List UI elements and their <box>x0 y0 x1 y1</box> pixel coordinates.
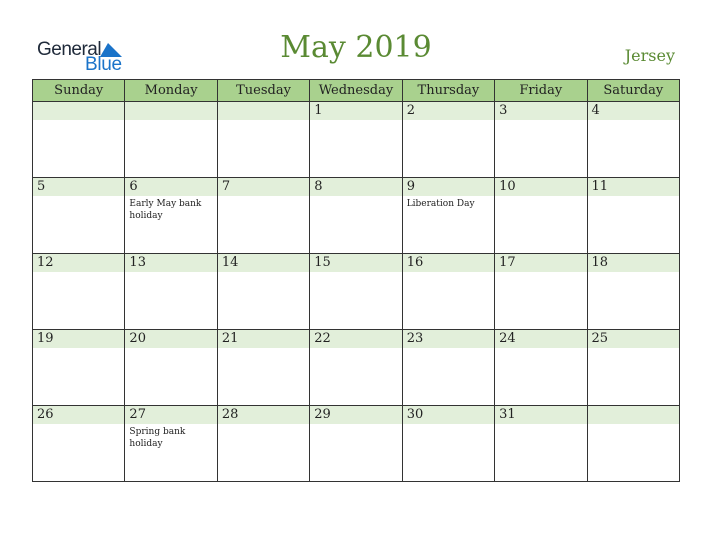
holiday-label <box>218 272 309 274</box>
holiday-label <box>588 348 679 350</box>
day-number: 2 <box>406 103 415 118</box>
day-cell <box>125 406 217 482</box>
holiday-label <box>310 272 401 274</box>
holiday-label <box>495 424 586 426</box>
holiday-label <box>125 120 216 122</box>
day-header-bar <box>403 406 494 424</box>
holiday-label <box>218 348 309 350</box>
holiday-label <box>33 120 124 122</box>
holiday-label <box>310 348 401 350</box>
day-number: 27 <box>129 407 146 422</box>
day-number: 16 <box>406 255 424 270</box>
day-number: 11 <box>591 179 609 194</box>
day-number: 17 <box>499 255 516 270</box>
holiday-label <box>495 120 586 122</box>
weekday-header-row <box>33 80 680 102</box>
day-header-bar <box>33 254 124 272</box>
day-cell <box>495 406 587 482</box>
day-number: 28 <box>221 407 239 422</box>
day-number: 18 <box>591 255 609 270</box>
day-number: 29 <box>314 407 331 422</box>
holiday-label: Early May bank holiday <box>129 199 202 221</box>
calendar-grid <box>32 79 680 482</box>
day-number: 7 <box>221 179 231 194</box>
holiday-label <box>310 424 401 426</box>
day-header-bar <box>310 178 401 196</box>
day-number: 31 <box>499 407 516 422</box>
day-cell <box>402 178 494 254</box>
day-number: 14 <box>221 255 239 270</box>
day-header-bar <box>588 330 679 348</box>
logo-general-text: General <box>37 39 102 60</box>
day-number: 24 <box>499 331 516 346</box>
day-cell <box>125 330 217 406</box>
day-cell <box>33 406 125 482</box>
day-header-bar <box>33 102 124 120</box>
day-header-bar <box>125 102 216 120</box>
day-header-bar <box>125 178 216 196</box>
holiday-label <box>33 196 124 198</box>
day-header-bar <box>403 102 494 120</box>
day-cell <box>587 178 679 254</box>
day-number: 1 <box>314 103 323 118</box>
holiday-label <box>495 348 586 350</box>
weekday-header: Monday <box>125 80 217 102</box>
holiday-label <box>403 272 494 274</box>
weekday-header: Friday <box>495 80 587 102</box>
day-cell <box>33 102 125 178</box>
day-header-bar <box>310 406 401 424</box>
weekday-header: Sunday <box>33 80 125 102</box>
day-cell <box>125 102 217 178</box>
day-number: 21 <box>221 331 239 346</box>
day-cell <box>587 330 679 406</box>
day-header-bar <box>403 330 494 348</box>
day-header-bar <box>403 178 494 196</box>
day-cell <box>495 102 587 178</box>
day-number: 22 <box>314 331 331 346</box>
day-number: 23 <box>406 331 424 346</box>
day-cell <box>310 102 402 178</box>
day-number: 26 <box>37 407 54 422</box>
day-cell <box>402 254 494 330</box>
day-cell <box>402 406 494 482</box>
week-row <box>33 102 680 178</box>
weekday-header: Thursday <box>402 80 494 102</box>
day-header-bar <box>218 254 309 272</box>
holiday-label <box>218 196 309 198</box>
day-header-bar <box>495 406 586 424</box>
holiday-label <box>125 348 216 350</box>
week-row <box>33 406 680 482</box>
day-cell <box>587 406 679 482</box>
weekday-header: Wednesday <box>310 80 402 102</box>
day-cell <box>125 178 217 254</box>
holiday-label <box>33 424 124 426</box>
holiday-label <box>588 272 679 274</box>
holiday-label <box>495 196 586 198</box>
day-cell <box>217 330 309 406</box>
day-number: 4 <box>591 103 600 118</box>
day-header-bar <box>125 406 216 424</box>
day-header-bar <box>403 254 494 272</box>
day-number: 5 <box>37 179 46 194</box>
holiday-label <box>33 272 124 274</box>
day-header-bar <box>310 102 401 120</box>
day-cell <box>33 178 125 254</box>
day-cell <box>310 254 402 330</box>
holiday-label <box>218 424 309 426</box>
day-number: 3 <box>499 103 508 118</box>
day-header-bar <box>588 406 679 424</box>
day-number: 6 <box>129 179 138 194</box>
day-header-bar <box>33 406 124 424</box>
holiday-label <box>588 424 679 426</box>
day-cell <box>310 330 402 406</box>
day-cell <box>217 102 309 178</box>
holiday-label <box>403 424 494 426</box>
day-cell <box>495 254 587 330</box>
day-cell <box>402 102 494 178</box>
day-header-bar <box>33 178 124 196</box>
holiday-label <box>218 120 309 122</box>
holiday-label <box>125 272 216 274</box>
day-number: 25 <box>591 331 609 346</box>
day-cell <box>33 254 125 330</box>
day-cell <box>217 178 309 254</box>
day-cell <box>495 178 587 254</box>
day-header-bar <box>495 178 586 196</box>
calendar-region: Jersey <box>624 46 675 65</box>
day-header-bar <box>310 330 401 348</box>
day-header-bar <box>218 102 309 120</box>
holiday-label <box>403 348 494 350</box>
holiday-label <box>310 196 401 198</box>
day-cell <box>402 330 494 406</box>
week-row <box>33 330 680 406</box>
day-header-bar <box>588 102 679 120</box>
week-row <box>33 178 680 254</box>
holiday-label <box>403 120 494 122</box>
holiday-label <box>495 272 586 274</box>
holiday-label <box>310 120 401 122</box>
day-header-bar <box>218 406 309 424</box>
day-cell <box>495 330 587 406</box>
day-header-bar <box>125 330 216 348</box>
day-header-bar <box>310 254 401 272</box>
day-number: 8 <box>314 179 323 194</box>
holiday-label: Spring bank holiday <box>129 427 186 449</box>
calendar-title: May 2019 <box>280 30 432 65</box>
day-cell <box>125 254 217 330</box>
day-number: 15 <box>314 255 331 270</box>
weekday-header: Tuesday <box>217 80 309 102</box>
day-header-bar <box>588 178 679 196</box>
day-header-bar <box>33 330 124 348</box>
day-number: 13 <box>129 255 146 270</box>
day-header-bar <box>218 178 309 196</box>
day-header-bar <box>495 102 586 120</box>
day-cell <box>587 102 679 178</box>
day-header-bar <box>495 330 586 348</box>
holiday-label <box>588 120 679 122</box>
day-cell <box>217 254 309 330</box>
day-cell <box>587 254 679 330</box>
day-header-bar <box>218 330 309 348</box>
day-cell <box>310 178 402 254</box>
day-cell <box>33 330 125 406</box>
day-number: 10 <box>499 179 516 194</box>
day-number: 19 <box>37 331 54 346</box>
day-header-bar <box>125 254 216 272</box>
holiday-label <box>33 348 124 350</box>
weekday-header: Saturday <box>587 80 679 102</box>
week-row <box>33 254 680 330</box>
logo-blue-text: Blue <box>85 54 122 75</box>
holiday-label: Liberation Day <box>406 199 475 209</box>
day-number: 30 <box>406 407 424 422</box>
day-cell <box>217 406 309 482</box>
day-header-bar <box>588 254 679 272</box>
day-cell <box>310 406 402 482</box>
day-number: 12 <box>37 255 54 270</box>
day-header-bar <box>495 254 586 272</box>
day-number: 9 <box>406 179 415 194</box>
day-number: 20 <box>129 331 146 346</box>
holiday-label <box>588 196 679 198</box>
